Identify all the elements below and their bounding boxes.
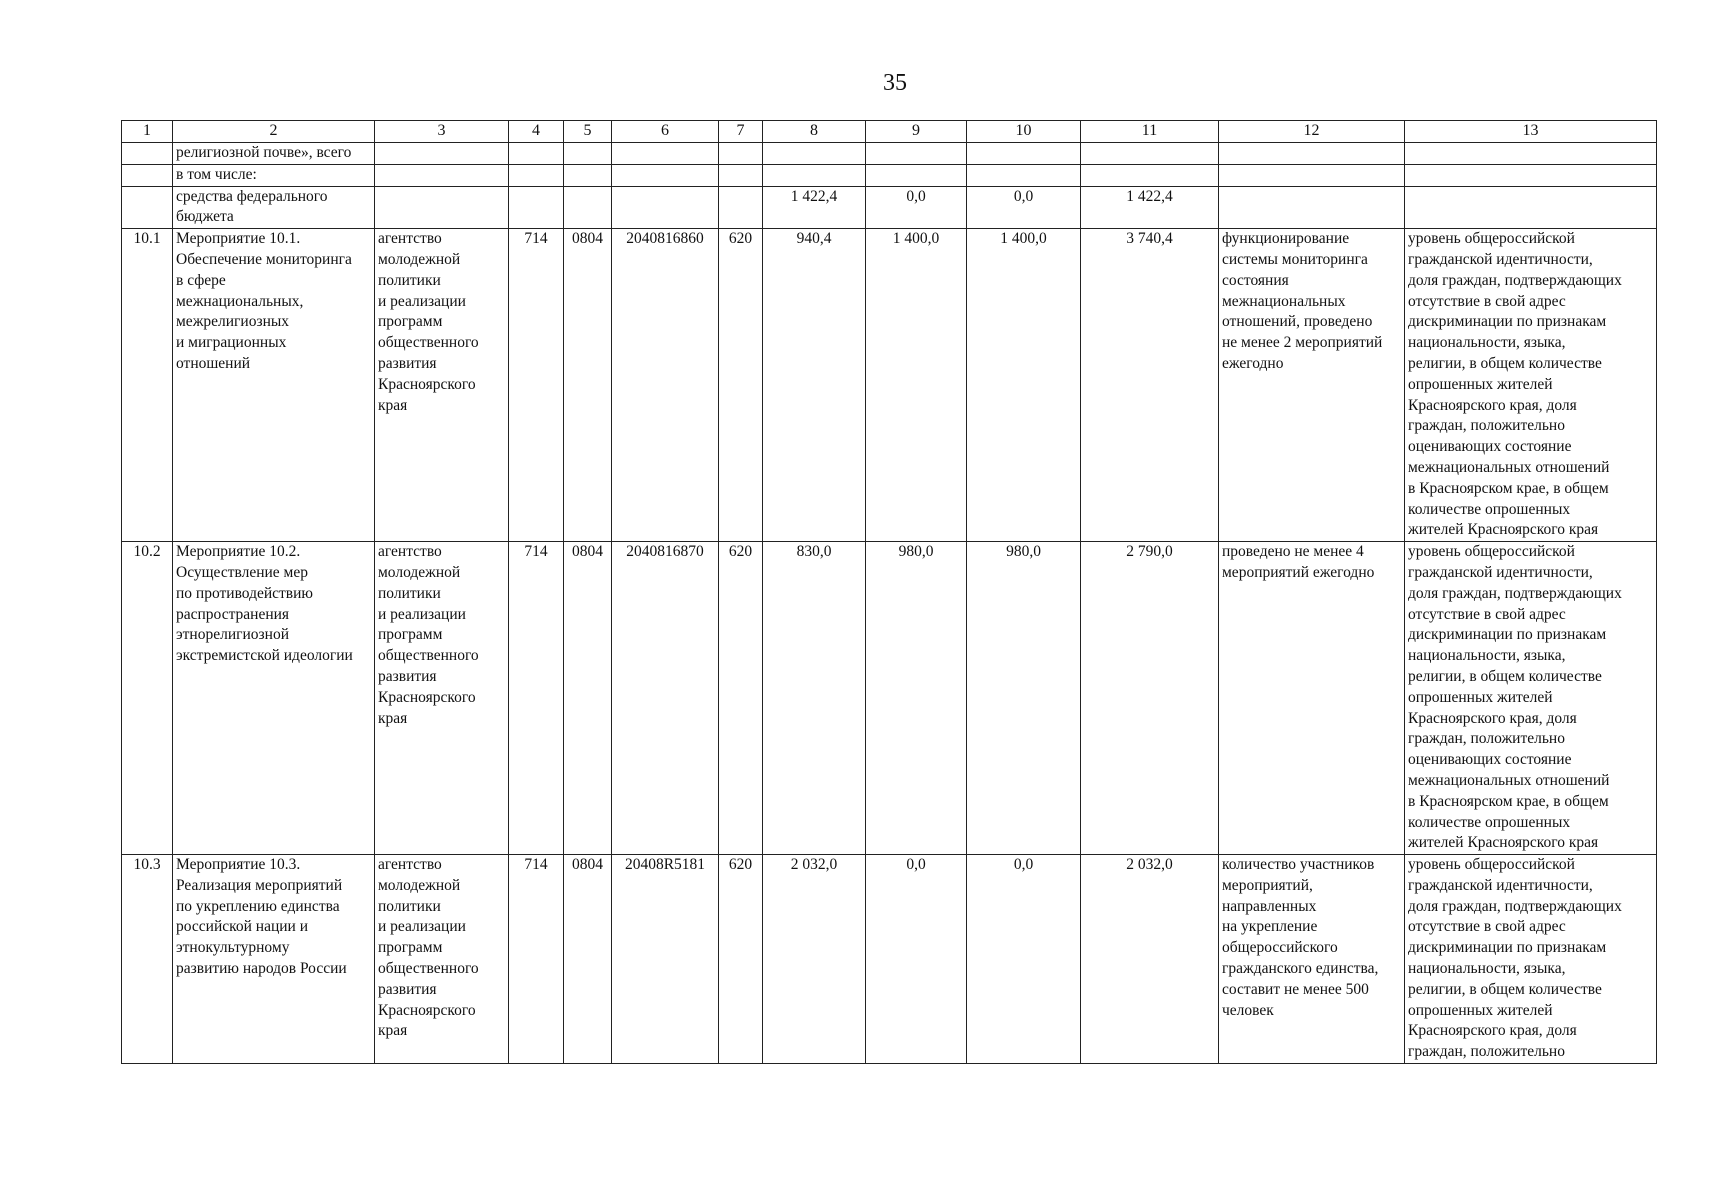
column-header: 3 (375, 121, 509, 143)
expected-result-cell: количество участников мероприятий, направленных на укрепление общероссийского гражданского единства, составит не менее 500 человек (1219, 855, 1405, 1064)
column-header: 12 (1219, 121, 1405, 143)
program-events-table (121, 120, 1657, 1064)
amount-cell: 1 400,0 (967, 229, 1081, 542)
table-cell (509, 186, 564, 229)
amount-cell: 3 740,4 (1081, 229, 1219, 542)
event-name-cell: Мероприятие 10.3. Реализация мероприятий по укреплению единства российской нации и этнокультурному развитию народов России (173, 855, 375, 1064)
executor-cell: агентство молодежной политики и реализации программ общественного развития Красноярского края (375, 229, 509, 542)
event-name-cell: Мероприятие 10.1. Обеспечение мониторинга в сфере межнациональных, межрелигиозных и миграционных отношений (173, 229, 375, 542)
column-header: 8 (763, 121, 866, 143)
event-name-cell: Мероприятие 10.2. Осуществление мер по противодействию распространения этнорелигиозной экстремистской идеологии (173, 542, 375, 855)
table-row (122, 186, 1657, 229)
code-cell: 2040816870 (612, 542, 719, 855)
table-cell (866, 164, 967, 186)
column-header: 13 (1405, 121, 1657, 143)
table-cell (509, 143, 564, 165)
row-number-cell: 10.1 (122, 229, 173, 542)
amount-cell: 2 032,0 (1081, 855, 1219, 1064)
table-cell (122, 186, 173, 229)
row-number-cell: 10.3 (122, 855, 173, 1064)
code-cell: 2040816860 (612, 229, 719, 542)
amount-cell: 0,0 (967, 855, 1081, 1064)
table-cell (509, 164, 564, 186)
column-header: 5 (564, 121, 612, 143)
column-header: 1 (122, 121, 173, 143)
expected-result-cell: проведено не менее 4 мероприятий ежегодно (1219, 542, 1405, 855)
amount-cell: 1 422,4 (763, 186, 866, 229)
table-cell (1405, 143, 1657, 165)
column-header: 10 (967, 121, 1081, 143)
table-cell: в том числе: (173, 164, 375, 186)
table-cell (564, 143, 612, 165)
amount-cell: 1 422,4 (1081, 186, 1219, 229)
table-cell (1405, 186, 1657, 229)
page-number: 35 (883, 70, 907, 96)
code-cell: 714 (509, 542, 564, 855)
row-number-cell: 10.2 (122, 542, 173, 855)
amount-cell: 940,4 (763, 229, 866, 542)
code-cell: 0804 (564, 229, 612, 542)
column-header: 6 (612, 121, 719, 143)
table-cell (1219, 164, 1405, 186)
table-cell (375, 143, 509, 165)
table-cell (564, 164, 612, 186)
indicator-cell: уровень общероссийской гражданской идентичности, доля граждан, подтверждающих отсутствие в свой адрес дискриминации по признакам национальности, языка, религии, в общем количестве опрошенных жителей Красноярского края, доля граждан, положительно оценивающих состояние межнациональных отношений в Красноярском крае, в общем количестве опрошенных жителей Красноярского края (1405, 542, 1657, 855)
table-cell (1405, 164, 1657, 186)
table-cell (1219, 143, 1405, 165)
code-cell: 620 (719, 542, 763, 855)
expected-result-cell: функционирование системы мониторинга состояния межнациональных отношений, проведено не менее 2 мероприятий ежегодно (1219, 229, 1405, 542)
table-cell (1219, 186, 1405, 229)
amount-cell: 2 032,0 (763, 855, 866, 1064)
amount-cell: 0,0 (866, 855, 967, 1064)
table-cell (612, 164, 719, 186)
executor-cell: агентство молодежной политики и реализации программ общественного развития Красноярского края (375, 855, 509, 1064)
amount-cell: 1 400,0 (866, 229, 967, 542)
column-header: 11 (1081, 121, 1219, 143)
table-cell (122, 164, 173, 186)
indicator-cell: уровень общероссийской гражданской идентичности, доля граждан, подтверждающих отсутствие в свой адрес дискриминации по признакам национальности, языка, религии, в общем количестве опрошенных жителей Красноярского края, доля граждан, положительно оценивающих состояние межнациональных отношений в Красноярском крае, в общем количестве опрошенных жителей Красноярского края (1405, 229, 1657, 542)
column-header: 9 (866, 121, 967, 143)
table-cell (967, 164, 1081, 186)
table-cell (564, 186, 612, 229)
code-cell: 0804 (564, 542, 612, 855)
code-cell: 20408R5181 (612, 855, 719, 1064)
table-cell (763, 143, 866, 165)
code-cell: 620 (719, 229, 763, 542)
indicator-cell: уровень общероссийской гражданской идентичности, доля граждан, подтверждающих отсутствие в свой адрес дискриминации по признакам национальности, языка, религии, в общем количестве опрошенных жителей Красноярского края, доля граждан, положительно (1405, 855, 1657, 1064)
executor-cell: агентство молодежной политики и реализации программ общественного развития Красноярского края (375, 542, 509, 855)
table-row (122, 229, 1657, 542)
table-cell (375, 164, 509, 186)
table-row (122, 542, 1657, 855)
table-cell (122, 143, 173, 165)
code-cell: 714 (509, 855, 564, 1064)
column-header: 7 (719, 121, 763, 143)
amount-cell: 0,0 (866, 186, 967, 229)
code-cell: 620 (719, 855, 763, 1064)
amount-cell: 980,0 (967, 542, 1081, 855)
table-row (122, 143, 1657, 165)
table-cell: религиозной почве», всего (173, 143, 375, 165)
table-cell (375, 186, 509, 229)
column-header: 4 (509, 121, 564, 143)
table-row (122, 855, 1657, 1064)
table-cell (719, 164, 763, 186)
table-cell (1081, 143, 1219, 165)
code-cell: 714 (509, 229, 564, 542)
table-cell (612, 143, 719, 165)
amount-cell: 830,0 (763, 542, 866, 855)
code-cell: 0804 (564, 855, 612, 1064)
table-cell (967, 143, 1081, 165)
table-cell (1081, 164, 1219, 186)
table-cell (763, 164, 866, 186)
table-cell (612, 186, 719, 229)
amount-cell: 2 790,0 (1081, 542, 1219, 855)
column-header: 2 (173, 121, 375, 143)
table-cell (719, 186, 763, 229)
table-cell (866, 143, 967, 165)
table-row (122, 164, 1657, 186)
table-cell: средства федерального бюджета (173, 186, 375, 229)
amount-cell: 0,0 (967, 186, 1081, 229)
amount-cell: 980,0 (866, 542, 967, 855)
column-number-row (122, 121, 1657, 143)
table-cell (719, 143, 763, 165)
